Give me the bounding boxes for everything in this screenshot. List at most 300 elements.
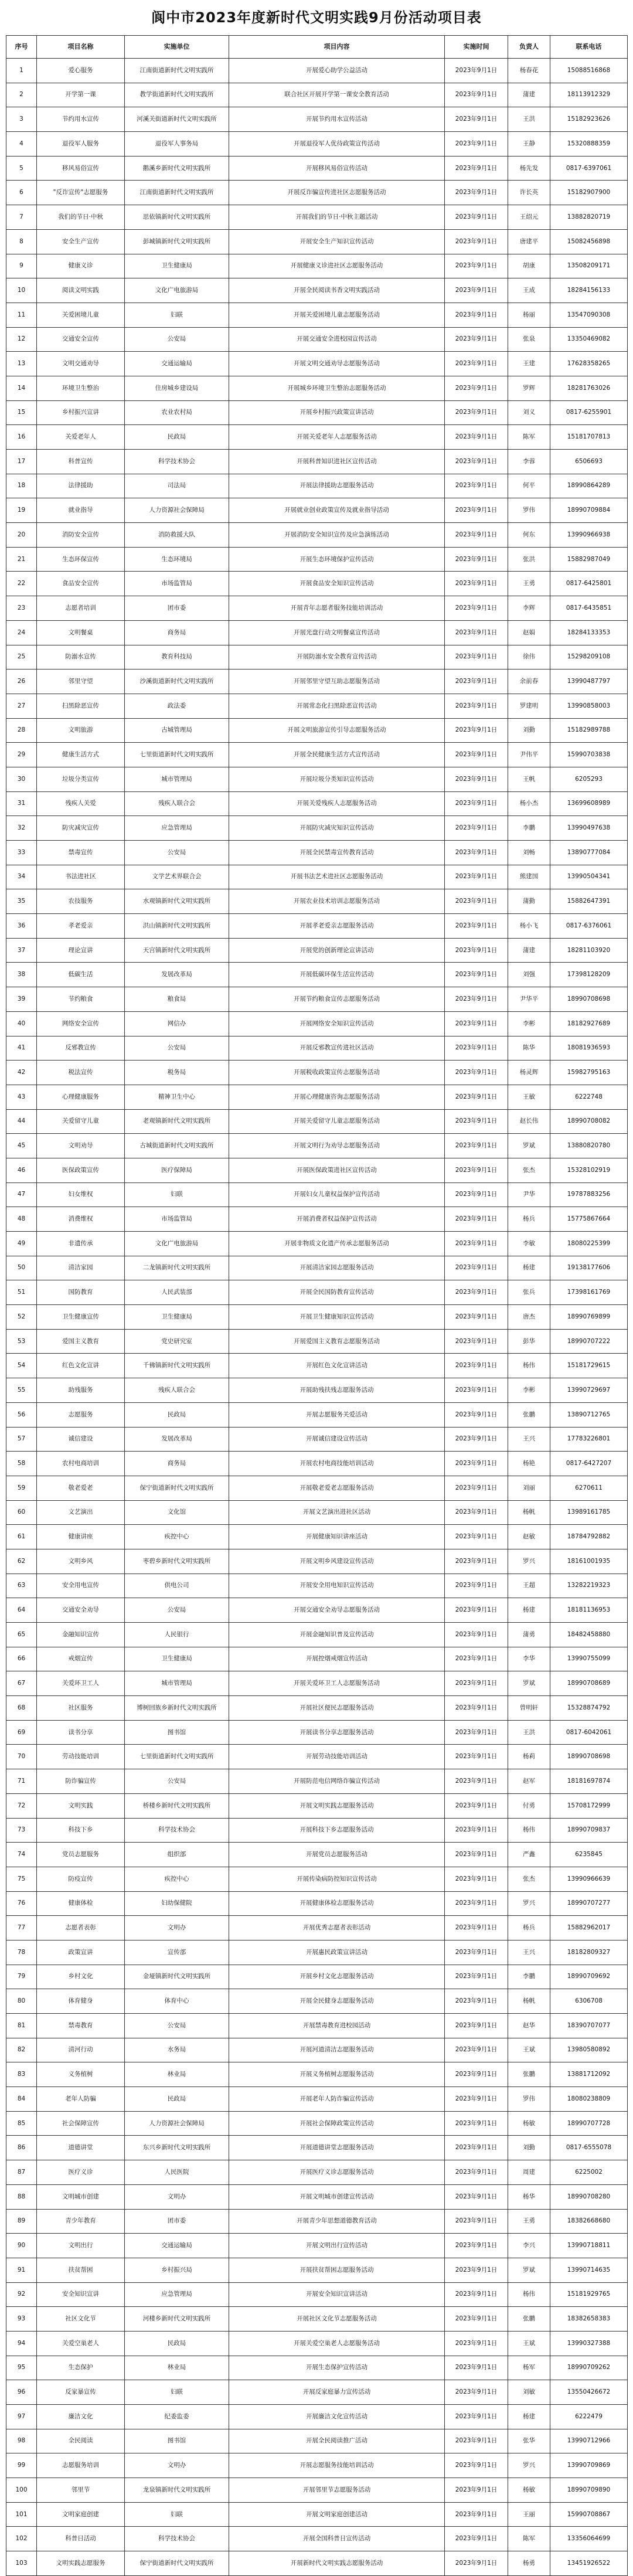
table-row xyxy=(6,1769,628,1794)
cell-person: 付勇 xyxy=(508,1793,550,1818)
cell-no: 52 xyxy=(6,1305,37,1330)
table-row xyxy=(6,1916,628,1941)
cell-content: 开展志愿服务技能培训活动 xyxy=(229,2453,445,2478)
cell-time: 2023年9月1日 xyxy=(445,1696,508,1721)
cell-person: 陈军 xyxy=(508,425,550,450)
cell-project-name: 社区文化节 xyxy=(37,2307,125,2332)
cell-unit: 河楼乡新时代文明实践所 xyxy=(125,2307,229,2332)
cell-person: 杨伟 xyxy=(508,1818,550,1843)
cell-project-name: 爱心服务 xyxy=(37,59,125,83)
table-row xyxy=(6,1207,628,1232)
cell-no: 10 xyxy=(6,278,37,303)
cell-content: 开展社会保障政策宣传活动 xyxy=(229,2111,445,2136)
cell-time: 2023年9月1日 xyxy=(445,1647,508,1671)
table-row xyxy=(6,1818,628,1843)
cell-project-name: 健康生活方式 xyxy=(37,743,125,767)
cell-person: 杨灵辉 xyxy=(508,1061,550,1085)
cell-no: 81 xyxy=(6,2014,37,2038)
table-row xyxy=(6,303,628,327)
cell-time: 2023年9月1日 xyxy=(445,2160,508,2185)
cell-no: 18 xyxy=(6,474,37,498)
header-unit: 实施单位 xyxy=(125,36,229,59)
table-row xyxy=(6,1989,628,2014)
cell-project-name: 扫黑除恶宣传 xyxy=(37,694,125,718)
cell-phone: 18990707728 xyxy=(550,2111,628,2136)
cell-no: 49 xyxy=(6,1232,37,1256)
cell-project-name: 生态环保宣传 xyxy=(37,547,125,572)
table-row xyxy=(6,1549,628,1574)
cell-unit: 交通运输局 xyxy=(125,2234,229,2258)
cell-phone: 15882987049 xyxy=(550,547,628,572)
cell-no: 100 xyxy=(6,2478,37,2503)
cell-content: 开展党员志愿服务活动 xyxy=(229,1843,445,1867)
cell-person: 王成 xyxy=(508,278,550,303)
cell-phone: 13990714635 xyxy=(550,2258,628,2282)
cell-phone: 6506693 xyxy=(550,450,628,474)
cell-unit: 公安局 xyxy=(125,327,229,352)
cell-no: 92 xyxy=(6,2282,37,2307)
cell-no: 73 xyxy=(6,1818,37,1843)
cell-person: 刘敏 xyxy=(508,2380,550,2405)
cell-no: 8 xyxy=(6,229,37,254)
cell-unit: 民政局 xyxy=(125,2331,229,2356)
cell-time: 2023年9月1日 xyxy=(445,2209,508,2234)
cell-phone: 18161001935 xyxy=(550,1549,628,1574)
header-content: 项目内容 xyxy=(229,36,445,59)
table-row xyxy=(6,1671,628,1696)
cell-time: 2023年9月1日 xyxy=(445,2184,508,2209)
cell-phone: 18382658383 xyxy=(550,2307,628,2332)
cell-content: 开展安全知识宣讲活动 xyxy=(229,2282,445,2307)
cell-content: 开展敬老爱老志愿服务活动 xyxy=(229,1476,445,1500)
cell-person: 杨兵 xyxy=(508,1916,550,1941)
cell-unit: 文明办 xyxy=(125,1916,229,1941)
cell-phone: 15088516868 xyxy=(550,59,628,83)
cell-no: 57 xyxy=(6,1427,37,1452)
cell-phone: 13350469082 xyxy=(550,327,628,352)
table-row xyxy=(6,278,628,303)
cell-unit: 党史研究室 xyxy=(125,1329,229,1354)
cell-content: 开展邻里守望互助志愿服务活动 xyxy=(229,670,445,694)
cell-person: 彭华 xyxy=(508,1329,550,1354)
cell-phone: 13282219323 xyxy=(550,1574,628,1598)
cell-project-name: 党员志愿服务 xyxy=(37,1843,125,1867)
cell-unit: 民政局 xyxy=(125,1402,229,1427)
cell-person: 李蓉 xyxy=(508,450,550,474)
cell-time: 2023年9月1日 xyxy=(445,1036,508,1061)
cell-content: 开展反诈骗宣传进社区志愿服务活动 xyxy=(229,181,445,205)
table-row xyxy=(6,1036,628,1061)
cell-project-name: 残疾人关爱 xyxy=(37,791,125,816)
cell-content: 开展全国科普日宣传活动 xyxy=(229,2527,445,2551)
cell-content: 开展常态化扫黑除恶宣传活动 xyxy=(229,694,445,718)
cell-content: 开展社区文化节志愿服务活动 xyxy=(229,2307,445,2332)
cell-person: 王静 xyxy=(508,132,550,157)
cell-time: 2023年9月1日 xyxy=(445,2258,508,2282)
cell-content: 开展文艺演出进社区活动 xyxy=(229,1500,445,1525)
cell-unit: 七里街道新时代文明实践所 xyxy=(125,743,229,767)
cell-time: 2023年9月1日 xyxy=(445,1134,508,1158)
cell-no: 86 xyxy=(6,2136,37,2160)
cell-unit: 千佛镇新时代文明实践所 xyxy=(125,1354,229,1378)
cell-unit: 沙溪街道新时代文明实践所 xyxy=(125,670,229,694)
table-row xyxy=(6,2014,628,2038)
cell-person: 罗兴 xyxy=(508,1549,550,1574)
cell-unit: 彭城镇新时代文明实践所 xyxy=(125,229,229,254)
cell-no: 31 xyxy=(6,791,37,816)
cell-project-name: 交通安全宣传 xyxy=(37,327,125,352)
table-row xyxy=(6,425,628,450)
cell-project-name: 爱国主义教育 xyxy=(37,1329,125,1354)
cell-project-name: 关爱环卫工人 xyxy=(37,1671,125,1696)
cell-unit: 宣传部 xyxy=(125,1940,229,1965)
cell-project-name: 网络安全宣传 xyxy=(37,1011,125,1036)
cell-project-name: 志愿者培训 xyxy=(37,596,125,621)
cell-person: 杨敏 xyxy=(508,2478,550,2503)
cell-time: 2023年9月1日 xyxy=(445,1109,508,1134)
cell-no: 83 xyxy=(6,2062,37,2087)
cell-unit: 林业局 xyxy=(125,2062,229,2087)
cell-project-name: 文明餐桌 xyxy=(37,620,125,645)
cell-person: 尹华 xyxy=(508,1182,550,1207)
cell-person: 李彬 xyxy=(508,1378,550,1403)
table-row xyxy=(6,2184,628,2209)
cell-content: 开展生态环境保护宣传活动 xyxy=(229,547,445,572)
cell-person: 罗伟 xyxy=(508,498,550,523)
cell-content: 开展文明旅游宣传引导志愿服务活动 xyxy=(229,718,445,743)
cell-time: 2023年9月1日 xyxy=(445,1232,508,1256)
cell-content: 开展关爱残疾人志愿服务活动 xyxy=(229,791,445,816)
cell-unit: 公安局 xyxy=(125,1769,229,1794)
cell-person: 李辉 xyxy=(508,596,550,621)
table-row xyxy=(6,1720,628,1745)
cell-time: 2023年9月1日 xyxy=(445,1280,508,1305)
cell-unit: 科学技术协会 xyxy=(125,450,229,474)
cell-no: 37 xyxy=(6,938,37,963)
cell-person: 王勇 xyxy=(508,572,550,596)
cell-phone: 17398128209 xyxy=(550,963,628,987)
cell-content: 开展法律援助志愿服务活动 xyxy=(229,474,445,498)
cell-phone: 18990709262 xyxy=(550,2356,628,2380)
cell-time: 2023年9月1日 xyxy=(445,1891,508,1916)
table-row xyxy=(6,670,628,694)
cell-project-name: 禁毒宣传 xyxy=(37,841,125,865)
cell-content: 开展乡村文化志愿服务活动 xyxy=(229,1965,445,1989)
cell-project-name: 文明实践志愿服务 xyxy=(37,2551,125,2576)
table-row xyxy=(6,1061,628,1085)
cell-no: 41 xyxy=(6,1036,37,1061)
cell-content: 开展移风易俗宣传活动 xyxy=(229,156,445,181)
cell-time: 2023年9月1日 xyxy=(445,1867,508,1891)
cell-phone: 15882647391 xyxy=(550,889,628,914)
cell-time: 2023年9月1日 xyxy=(445,1574,508,1598)
cell-time: 2023年9月1日 xyxy=(445,1011,508,1036)
cell-content: 开展交通安全进校园宣传活动 xyxy=(229,327,445,352)
table-row xyxy=(6,156,628,181)
cell-unit: 城市管理局 xyxy=(125,767,229,791)
cell-phone: 17783226801 xyxy=(550,1427,628,1452)
cell-person: 杨帆 xyxy=(508,1989,550,2014)
cell-time: 2023年9月1日 xyxy=(445,963,508,987)
cell-time: 2023年9月1日 xyxy=(445,498,508,523)
header-phone: 联系电话 xyxy=(550,36,628,59)
cell-unit: 供电公司 xyxy=(125,1574,229,1598)
cell-unit: 网信办 xyxy=(125,1011,229,1036)
cell-unit: 退役军人事务局 xyxy=(125,132,229,157)
cell-content: 开展防溺水安全教育宣传活动 xyxy=(229,645,445,670)
cell-time: 2023年9月1日 xyxy=(445,352,508,376)
cell-no: 33 xyxy=(6,841,37,865)
cell-content: 开展河道清洁志愿服务活动 xyxy=(229,2038,445,2062)
cell-time: 2023年9月1日 xyxy=(445,278,508,303)
cell-person: 赵军 xyxy=(508,1769,550,1794)
cell-no: 17 xyxy=(6,450,37,474)
cell-phone: 18482458880 xyxy=(550,1623,628,1647)
cell-person: 李兴 xyxy=(508,2234,550,2258)
cell-content: 开展新时代文明实践志愿服务活动 xyxy=(229,2551,445,2576)
cell-unit: 人力资源社会保障局 xyxy=(125,2111,229,2136)
cell-unit: 城市管理局 xyxy=(125,1671,229,1696)
cell-phone: 15181929765 xyxy=(550,2282,628,2307)
cell-project-name: 关爱老年人 xyxy=(37,425,125,450)
cell-content: 开展志愿服务关爱活动 xyxy=(229,1402,445,1427)
cell-project-name: 文明交通劝导 xyxy=(37,352,125,376)
cell-project-name: 邻里守望 xyxy=(37,670,125,694)
cell-no: 36 xyxy=(6,914,37,939)
cell-phone: 18113912329 xyxy=(550,83,628,107)
cell-content: 开展心理健康咨询志愿服务活动 xyxy=(229,1085,445,1109)
cell-content: 开展我们的节日·中秋主题活动 xyxy=(229,205,445,230)
cell-phone: 6222748 xyxy=(550,1085,628,1109)
cell-content: 开展反邪教宣传进社区活动 xyxy=(229,1036,445,1061)
cell-phone: 18181136953 xyxy=(550,1598,628,1623)
cell-project-name: 关爱空巢老人 xyxy=(37,2331,125,2356)
cell-unit: 博树回族乡新时代文明实践所 xyxy=(125,1696,229,1721)
cell-phone: 6235845 xyxy=(550,1843,628,1867)
cell-project-name: 农技服务 xyxy=(37,889,125,914)
table-row xyxy=(6,1329,628,1354)
cell-phone: 15708172999 xyxy=(550,1793,628,1818)
cell-no: 16 xyxy=(6,425,37,450)
cell-person: 杨建 xyxy=(508,1598,550,1623)
cell-unit: 消防救援大队 xyxy=(125,523,229,548)
cell-phone: 15182907900 xyxy=(550,181,628,205)
cell-time: 2023年9月1日 xyxy=(445,1500,508,1525)
cell-unit: 妇联 xyxy=(125,2380,229,2405)
cell-phone: 17628358265 xyxy=(550,352,628,376)
cell-project-name: 法律援助 xyxy=(37,474,125,498)
cell-content: 开展健康体检志愿服务活动 xyxy=(229,1891,445,1916)
cell-unit: 水观镇新时代文明实践所 xyxy=(125,889,229,914)
cell-project-name: 医保政策宣传 xyxy=(37,1158,125,1182)
table-row xyxy=(6,1452,628,1476)
cell-time: 2023年9月1日 xyxy=(445,596,508,621)
table-row xyxy=(6,1598,628,1623)
cell-unit: 团市委 xyxy=(125,2209,229,2234)
cell-unit: 教育科技局 xyxy=(125,645,229,670)
cell-content: 开展非物质文化遗产传承志愿服务活动 xyxy=(229,1232,445,1256)
table-row xyxy=(6,107,628,132)
cell-content: 开展优秀志愿者表彰活动 xyxy=(229,1916,445,1941)
table-row xyxy=(6,816,628,841)
cell-no: 70 xyxy=(6,1745,37,1769)
table-row xyxy=(6,1696,628,1721)
cell-content: 开展金融知识普及宣传活动 xyxy=(229,1623,445,1647)
cell-no: 14 xyxy=(6,376,37,400)
cell-no: 69 xyxy=(6,1720,37,1745)
table-row xyxy=(6,1158,628,1182)
table-row xyxy=(6,1891,628,1916)
cell-project-name: 关爱留守儿童 xyxy=(37,1109,125,1134)
cell-phone: 13881712092 xyxy=(550,2062,628,2087)
cell-person: 李鹏 xyxy=(508,816,550,841)
cell-time: 2023年9月1日 xyxy=(445,645,508,670)
cell-project-name: 乡村文化 xyxy=(37,1965,125,1989)
cell-person: 刘勤 xyxy=(508,2136,550,2160)
cell-no: 72 xyxy=(6,1793,37,1818)
table-row xyxy=(6,645,628,670)
cell-project-name: 农村电商培训 xyxy=(37,1452,125,1476)
cell-time: 2023年9月1日 xyxy=(445,620,508,645)
table-row xyxy=(6,1940,628,1965)
cell-person: 杨伟 xyxy=(508,1354,550,1378)
cell-project-name: 扶贫帮困 xyxy=(37,2258,125,2282)
cell-no: 21 xyxy=(6,547,37,572)
cell-no: 103 xyxy=(6,2551,37,2576)
cell-phone: 0817-6255901 xyxy=(550,400,628,425)
cell-person: 杨敏 xyxy=(508,2111,550,2136)
cell-project-name: 文明家庭创建 xyxy=(37,2502,125,2527)
cell-time: 2023年9月1日 xyxy=(445,2307,508,2332)
cell-time: 2023年9月1日 xyxy=(445,205,508,230)
cell-no: 32 xyxy=(6,816,37,841)
cell-project-name: 退役军人服务 xyxy=(37,132,125,157)
table-row xyxy=(6,132,628,157)
cell-person: 刘强 xyxy=(508,963,550,987)
cell-no: 79 xyxy=(6,1965,37,1989)
cell-phone: 18990709837 xyxy=(550,1818,628,1843)
cell-time: 2023年9月1日 xyxy=(445,1843,508,1867)
cell-project-name: 戒烟宣传 xyxy=(37,1647,125,1671)
cell-phone: 18080238809 xyxy=(550,2087,628,2112)
cell-phone: 18281763026 xyxy=(550,376,628,400)
cell-phone: 13990858003 xyxy=(550,694,628,718)
cell-phone: 13890777084 xyxy=(550,841,628,865)
cell-time: 2023年9月1日 xyxy=(445,2111,508,2136)
cell-content: 开展退役军人优待政策宣传活动 xyxy=(229,132,445,157)
cell-content: 开展安全生产知识宣传活动 xyxy=(229,229,445,254)
table-row xyxy=(6,694,628,718)
cell-project-name: 阅读文明实践 xyxy=(37,278,125,303)
cell-unit: 老观镇新时代文明实践所 xyxy=(125,1109,229,1134)
cell-person: 唐建平 xyxy=(508,229,550,254)
table-row xyxy=(6,327,628,352)
cell-person: 王斌 xyxy=(508,2331,550,2356)
cell-unit: 人民武装部 xyxy=(125,1280,229,1305)
cell-content: 开展妇女儿童权益保护宣传活动 xyxy=(229,1182,445,1207)
cell-no: 24 xyxy=(6,620,37,645)
cell-person: 蒲建 xyxy=(508,83,550,107)
cell-phone: 13989161785 xyxy=(550,1500,628,1525)
cell-person: 王斌 xyxy=(508,2038,550,2062)
cell-phone: 13990504341 xyxy=(550,865,628,889)
table-row xyxy=(6,2551,628,2576)
cell-unit: 人力资源社会保障局 xyxy=(125,498,229,523)
table-row xyxy=(6,1109,628,1134)
cell-time: 2023年9月1日 xyxy=(445,1965,508,1989)
table-row xyxy=(6,1256,628,1280)
cell-content: 开展农业技术培训志愿服务活动 xyxy=(229,889,445,914)
cell-time: 2023年9月1日 xyxy=(445,547,508,572)
cell-unit: 司法局 xyxy=(125,474,229,498)
cell-person: 余前春 xyxy=(508,670,550,694)
cell-no: 39 xyxy=(6,987,37,1012)
header-row xyxy=(6,36,628,59)
cell-person: 杨先发 xyxy=(508,156,550,181)
table-row xyxy=(6,1965,628,1989)
cell-project-name: 金融知识宣传 xyxy=(37,1623,125,1647)
cell-person: 杨丽 xyxy=(508,303,550,327)
cell-unit: 东兴乡新时代文明实践所 xyxy=(125,2136,229,2160)
cell-phone: 17398161769 xyxy=(550,1280,628,1305)
cell-time: 2023年9月1日 xyxy=(445,2234,508,2258)
table-row xyxy=(6,2405,628,2429)
cell-phone: 6222479 xyxy=(550,2405,628,2429)
cell-person: 王洪 xyxy=(508,1720,550,1745)
cell-unit: 枣碧乡新时代文明实践所 xyxy=(125,1549,229,1574)
cell-unit: 妇联 xyxy=(125,1182,229,1207)
page-title: 阆中市2023年度新时代文明实践9月份活动项目表 xyxy=(151,9,482,26)
cell-project-name: 志愿服务 xyxy=(37,1402,125,1427)
cell-project-name: 节约用水宣传 xyxy=(37,107,125,132)
cell-content: 开展控烟戒烟宣传活动 xyxy=(229,1647,445,1671)
cell-no: 28 xyxy=(6,718,37,743)
cell-content: 开展助残扶残志愿服务活动 xyxy=(229,1378,445,1403)
cell-person: 何东 xyxy=(508,523,550,548)
cell-phone: 18990708698 xyxy=(550,987,628,1012)
cell-content: 开展文明出行宣传活动 xyxy=(229,2234,445,2258)
cell-no: 55 xyxy=(6,1378,37,1403)
table-row xyxy=(6,59,628,83)
table-row xyxy=(6,2478,628,2503)
cell-person: 张泉 xyxy=(508,327,550,352)
cell-project-name: 书法进社区 xyxy=(37,865,125,889)
cell-no: 87 xyxy=(6,2160,37,2185)
cell-time: 2023年9月1日 xyxy=(445,1623,508,1647)
cell-phone: 18284156133 xyxy=(550,278,628,303)
table-row xyxy=(6,2453,628,2478)
cell-time: 2023年9月1日 xyxy=(445,2038,508,2062)
table-row xyxy=(6,2356,628,2380)
cell-time: 2023年9月1日 xyxy=(445,1745,508,1769)
cell-phone: 13990966938 xyxy=(550,523,628,548)
cell-time: 2023年9月1日 xyxy=(445,841,508,865)
header-person: 负责人 xyxy=(508,36,550,59)
cell-no: 50 xyxy=(6,1256,37,1280)
cell-unit: 组织部 xyxy=(125,1843,229,1867)
cell-phone: 15181707813 xyxy=(550,425,628,450)
cell-project-name: 妇女维权 xyxy=(37,1182,125,1207)
cell-content: 开展税收政策宣传志愿服务活动 xyxy=(229,1061,445,1085)
cell-phone: 15982795163 xyxy=(550,1061,628,1085)
cell-project-name: 环境卫生整治 xyxy=(37,376,125,400)
cell-phone: 18990709884 xyxy=(550,498,628,523)
cell-time: 2023年9月1日 xyxy=(445,1158,508,1182)
cell-unit: 公安局 xyxy=(125,841,229,865)
cell-project-name: 科技下乡 xyxy=(37,1818,125,1843)
cell-phone: 15990703838 xyxy=(550,743,628,767)
table-row xyxy=(6,963,628,987)
